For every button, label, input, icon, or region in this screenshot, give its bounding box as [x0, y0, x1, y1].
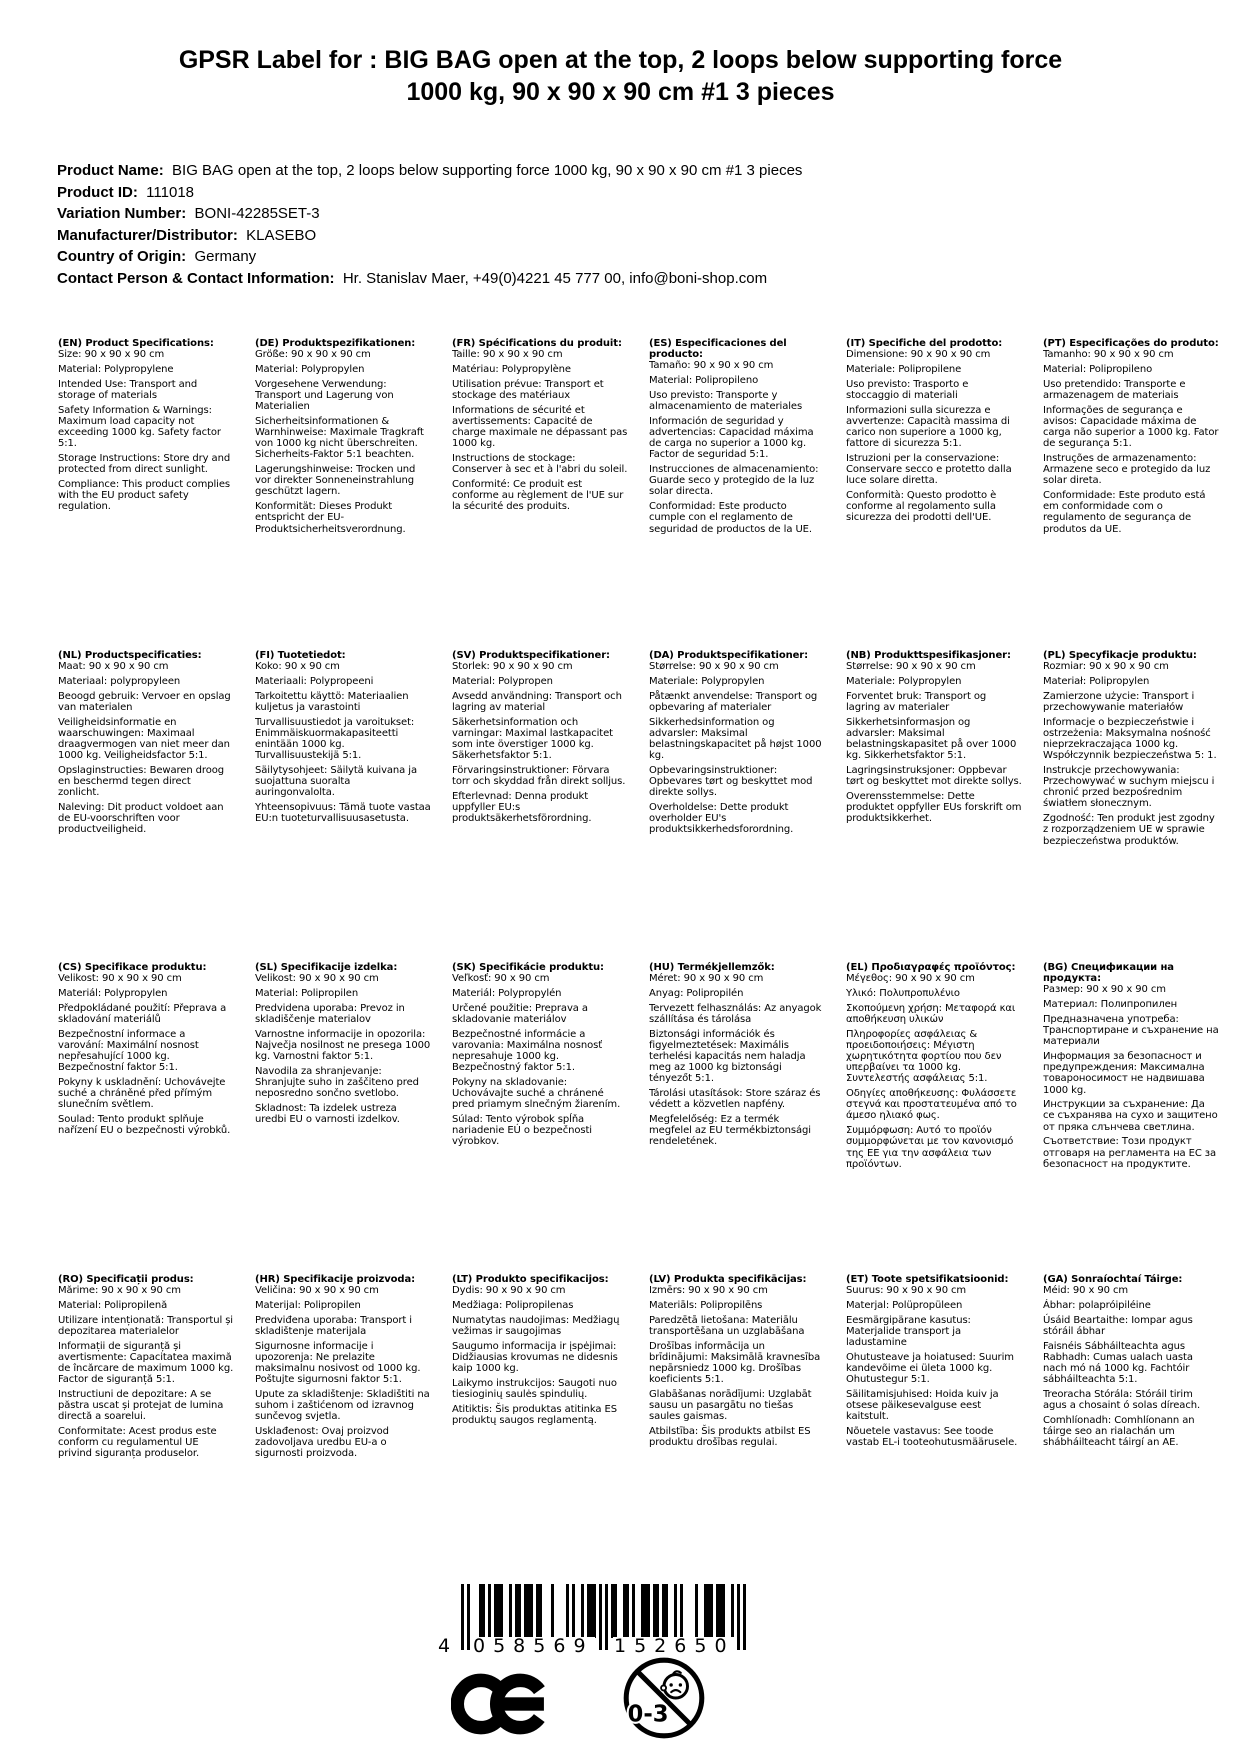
- language-block-paragraph: Informacje o bezpieczeństwie i ostrzeżenia: Maksymalna nośność nieprzekraczająca 1000 kg. Współczynnik bezpieczeństwa 5: 1.: [1043, 716, 1217, 762]
- age-warning-label: 0-3: [627, 1701, 669, 1728]
- language-block-paragraph: Izmērs: 90 x 90 x 90 cm: [649, 1285, 768, 1297]
- language-block-paragraph: Faisnéis Sábháilteachta agus Rabhadh: Cumas ualach uasta nach mó ná 1000 kg. Fachtóir sábháilteachta 5:1.: [1043, 1340, 1193, 1386]
- language-block-heading: (ET) Toote spetsifikatsioonid:: [846, 1274, 1009, 1285]
- language-block-paragraph: Opslaginstructies: Bewaren droog en beschermd tegen direct zonlicht.: [58, 764, 224, 799]
- language-block-heading: (DE) Produktspezifikationen:: [255, 338, 416, 349]
- product-info-row: [57, 268, 802, 290]
- language-block-paragraph: Dimensione: 90 x 90 x 90 cm: [846, 349, 991, 361]
- language-block-heading: (GA) Sonraíochtaí Táirge:: [1043, 1274, 1183, 1285]
- language-block-paragraph: Förvaringsinstruktioner: Förvara torr och skyddad från direkt solljus.: [452, 764, 626, 788]
- language-block-paragraph: Material: Polipropilen: [255, 987, 359, 999]
- product-info-label: Contact Person & Contact Information:: [57, 269, 335, 287]
- language-block-paragraph: Biztonsági információk és figyelmeztetések: Maximális terhelési kapacitás nem haladja meg az 1000 kg biztonsági tényezőt 5:1.: [649, 1028, 806, 1085]
- language-block-fi: [255, 650, 431, 962]
- language-block-paragraph: Dydis: 90 x 90 x 90 cm: [452, 1285, 566, 1297]
- language-block-paragraph: Materiaal: polypropyleen: [58, 675, 181, 687]
- language-block-paragraph: Medžiaga: Polipropilenas: [452, 1299, 574, 1311]
- language-block-heading: (LT) Produkto specifikacijos:: [452, 1274, 609, 1285]
- language-block-paragraph: Mărime: 90 x 90 x 90 cm: [58, 1285, 181, 1297]
- product-info-label: Country of Origin:: [57, 248, 187, 265]
- language-block-nl: [58, 650, 234, 962]
- language-block-paragraph: Opbevaringsinstruktioner: Opbevares tørt og beskyttet mod direkte sollys.: [649, 764, 813, 799]
- language-block-paragraph: Méid: 90 x 90 cm: [1043, 1285, 1128, 1297]
- language-block-et: [846, 1274, 1022, 1586]
- language-block-paragraph: Lagerungshinweise: Trocken und vor direkter Sonneneinstrahlung geschützt lagern.: [255, 464, 416, 498]
- language-block-paragraph: Conformitate: Acest produs este conform cu regulamentul UE privind siguranța produselor.: [58, 1425, 217, 1460]
- language-block-paragraph: Uso previsto: Transporte y almacenamiento de materiales: [649, 389, 803, 413]
- language-block-heading: (SK) Špecifikácie produktu:: [452, 962, 604, 973]
- language-block-paragraph: Úsáid Beartaithe: Iompar agus stóráil ábhar: [1043, 1314, 1193, 1337]
- language-block-paragraph: Súlad: Tento výrobok spĺňa nariadenie EÚ o bezpečnosti výrobkov.: [452, 1113, 592, 1148]
- product-info-label: Product Name:: [57, 162, 164, 179]
- language-block-paragraph: Paredzētā lietošana: Materiālu transportēšana un uzglabāšana: [649, 1314, 805, 1337]
- language-block-paragraph: Konformität: Dieses Produkt entspricht der EU-Produktsicherheitsverordnung.: [255, 501, 406, 535]
- language-block-paragraph: Safety Information & Warnings: Maximum load capacity not exceeding 1000 kg. Safety factor 5:1.: [58, 404, 221, 450]
- language-block-paragraph: Intended Use: Transport and storage of materials: [58, 378, 198, 401]
- language-block-paragraph: Materiale: Polypropylen: [649, 675, 765, 687]
- language-block-paragraph: Size: 90 x 90 x 90 cm: [58, 349, 165, 361]
- language-block-paragraph: Materiál: Polypropylen: [58, 987, 168, 999]
- language-block-paragraph: Comhlíonadh: Comhlíonann an táirge seo an rialachán um shábháilteacht táirgí an AE.: [1043, 1414, 1195, 1449]
- language-block-paragraph: Størrelse: 90 x 90 x 90 cm: [649, 661, 779, 673]
- language-block-paragraph: Material: Polypropylen: [255, 363, 365, 375]
- language-block-it: [846, 338, 1022, 650]
- language-block-paragraph: Pokyny k uskladnění: Uchovávejte suché a chráněné před přímým slunečním světlem.: [58, 1076, 226, 1111]
- language-block-hu: [649, 962, 825, 1274]
- language-block-paragraph: Instructiuni de depozitare: A se păstra uscat și protejat de lumina directă a soarelui.: [58, 1388, 224, 1423]
- product-info-value: 111018: [137, 183, 195, 201]
- language-block-paragraph: Numatytas naudojimas: Medžiagų vežimas ir saugojimas: [452, 1314, 620, 1337]
- ce-mark-icon: [451, 1666, 551, 1742]
- product-info-row: [57, 246, 802, 268]
- language-block-paragraph: Méret: 90 x 90 x 90 cm: [649, 973, 764, 985]
- language-block-bg: [1043, 962, 1219, 1274]
- language-block-paragraph: Material: Polipropilenă: [58, 1299, 168, 1311]
- language-block-paragraph: Conformidad: Este producto cumple con el reglamento de seguridad de productos de la UE.: [649, 501, 812, 535]
- language-block-heading: (NL) Productspecificaties:: [58, 650, 202, 661]
- language-block-lt: [452, 1274, 628, 1586]
- language-block-heading: (LV) Produkta specifikācijas:: [649, 1274, 807, 1285]
- page-title: [0, 44, 1241, 108]
- language-block-paragraph: Maat: 90 x 90 x 90 cm: [58, 661, 169, 673]
- language-block-heading: (EL) Προδιαγραφές προϊόντος:: [846, 962, 1016, 973]
- language-block-paragraph: Predvidena uporaba: Prevoz in skladiščenje materialov: [255, 1002, 405, 1025]
- language-block-heading: (DA) Produktspecifikationer:: [649, 650, 809, 661]
- language-block-paragraph: Matériau: Polypropylène: [452, 363, 571, 375]
- language-block-paragraph: Glabāšanas norādījumi: Uzglabāt sausu un pasargātu no tiešas saules gaismas.: [649, 1388, 812, 1423]
- language-block-paragraph: Σκοπούμενη χρήση: Μεταφορά και αποθήκευση υλικών: [846, 1002, 1016, 1025]
- language-block-paragraph: Sicherheitsinformationen & Warnhinweise: Maximale Tragkraft von 1000 kg nicht überschreiten. Sicherheits-Faktor 5:1 beachten.: [255, 415, 424, 461]
- language-block-heading: (BG) Спецификации на продукта:: [1043, 962, 1174, 985]
- language-block-paragraph: Instructions de stockage: Conserver à sec et à l'abri du soleil.: [452, 452, 628, 476]
- barcode-digit-leading: 4: [438, 1635, 451, 1657]
- language-block-paragraph: Conformità: Questo prodotto è conforme al regolamento sulla sicurezza dei prodotti dell'UE.: [846, 489, 997, 524]
- language-block-paragraph: Megfelelőség: Ez a termék megfelel az EU termékbiztonsági rendeletének.: [649, 1113, 811, 1148]
- language-block-paragraph: Beoogd gebruik: Vervoer en opslag van materialen: [58, 690, 231, 713]
- product-info-row: [57, 203, 802, 225]
- language-block-es: [649, 338, 825, 650]
- product-info-label: Product ID:: [57, 183, 138, 201]
- language-block-paragraph: Tervezett felhasználás: Az anyagok szállítása és tárolása: [649, 1002, 822, 1025]
- language-block-paragraph: Veľkosť: 90 x 90 cm: [452, 973, 550, 985]
- language-block-heading: (CS) Specifikace produktu:: [58, 962, 207, 973]
- language-block-heading: (IT) Specifiche del prodotto:: [846, 338, 1003, 349]
- language-block-paragraph: Uso previsto: Trasporto e stoccaggio di materiali: [846, 378, 969, 401]
- language-block-de: [255, 338, 431, 650]
- barcode: [437, 1584, 749, 1660]
- language-block-heading: (ES) Especificaciones del producto:: [649, 338, 787, 361]
- language-block-paragraph: Nõuetele vastavus: See toode vastab EL-i tooteohutusmäärusele.: [846, 1425, 1018, 1449]
- language-block-paragraph: Размер: 90 x 90 x 90 cm: [1043, 984, 1166, 996]
- language-block-paragraph: Información de seguridad y advertencias: Capacidad máxima de carga no superior a 1000 kg. Factor de seguridad 5:1.: [649, 415, 814, 461]
- language-block-heading: (RO) Specificații produs:: [58, 1274, 194, 1285]
- product-info-value: Hr. Stanislav Maer, +49(0)4221 45 777 00, info@boni-shop.com: [334, 269, 768, 287]
- language-block-sl: [255, 962, 431, 1274]
- language-block-paragraph: Tamanho: 90 x 90 x 90 cm: [1043, 349, 1174, 361]
- product-info-row: [57, 225, 802, 247]
- language-block-paragraph: Storlek: 90 x 90 x 90 cm: [452, 661, 573, 673]
- language-block-paragraph: Informazioni sulla sicurezza e avvertenze: Capacità massima di carico non superiore a 1000 kg, fattore di sicurezza 5:1.: [846, 404, 1010, 450]
- language-block-paragraph: Sigurnosne informacije i upozorenja: Ne prelazite maksimalnu nosivost od 1000 kg. Poštujte sigurnosni faktor 5:1.: [255, 1340, 421, 1386]
- language-block-paragraph: Materiāls: Polipropilēns: [649, 1299, 763, 1311]
- barcode-digit-group-right: 152650: [614, 1635, 735, 1657]
- language-block-heading: (PT) Especificações do produto:: [1043, 338, 1219, 349]
- language-block-paragraph: Soulad: Tento produkt splňuje nařízení EU o bezpečnosti výrobků.: [58, 1113, 231, 1137]
- language-block-en: [58, 338, 234, 650]
- language-block-paragraph: Material: Polypropylene: [58, 363, 174, 375]
- language-block-paragraph: Informations de sécurité et avertissements: Capacité de charge maximale ne dépassant pas 1000 kg.: [452, 404, 628, 450]
- language-block-paragraph: Lagringsinstruksjoner: Oppbevar tørt og beskyttet mot direkte sollys.: [846, 764, 1022, 788]
- language-block-heading: (HR) Specifikacije proizvoda:: [255, 1274, 416, 1285]
- language-block-paragraph: Πληροφορίες ασφάλειας & προειδοποιήσεις: Μέγιστη χωρητικότητα φορτίου που δεν υπερβαίνει τα 1000 kg. Συντελεστής ασφάλειας 5:1.: [846, 1028, 1002, 1085]
- language-block-paragraph: Materiale: Polypropylen: [846, 675, 962, 687]
- language-block-paragraph: Материал: Полипропилен: [1043, 999, 1178, 1011]
- language-block-paragraph: Naleving: Dit product voldoet aan de EU-voorschriften voor productveiligheid.: [58, 801, 224, 836]
- language-block-cs: [58, 962, 234, 1274]
- language-block-paragraph: Velikost: 90 x 90 x 90 cm: [58, 973, 182, 985]
- language-block-paragraph: Overholdelse: Dette produkt overholder EU's produktsikkerhedsforordning.: [649, 801, 794, 836]
- product-info-value: BONI-42285SET-3: [186, 205, 320, 222]
- product-info-value: Germany: [186, 248, 257, 265]
- barcode-digit-group-left: 058569: [473, 1635, 594, 1657]
- language-block-paragraph: Informații de siguranță și avertismente: Capacitatea maximă de încărcare de maximum 1000 kg. Factor de siguranță 5:1.: [58, 1340, 234, 1386]
- product-info-row: [57, 160, 802, 182]
- language-block-paragraph: Předpokládané použití: Přeprava a skladování materiálů: [58, 1002, 227, 1025]
- language-block-paragraph: Avsedd användning: Transport och lagring av material: [452, 690, 622, 713]
- language-block-paragraph: Инструкции за съхранение: Да се съхранява на сухо и защитено от пряка слънчева светлина.: [1043, 1099, 1218, 1133]
- language-block-paragraph: Turvallisuustiedot ja varoitukset: Enimmäiskuormakapasiteetti enintään 1000 kg. Turvallisuustekijä 5:1.: [255, 716, 415, 762]
- language-block-paragraph: Materijal: Polipropilen: [255, 1299, 361, 1311]
- language-block-heading: (SV) Produktspecifikationer:: [452, 650, 610, 661]
- language-block-paragraph: Skladnost: Ta izdelek ustreza uredbi EU o varnosti izdelkov.: [255, 1102, 400, 1125]
- language-block-paragraph: Treoracha Stórála: Stóráil tirim agus a chosaint ó solas díreach.: [1043, 1388, 1201, 1412]
- language-block-paragraph: Suurus: 90 x 90 x 90 cm: [846, 1285, 967, 1297]
- language-block-paragraph: Μέγεθος: 90 x 90 x 90 cm: [846, 973, 975, 985]
- language-block-ro: [58, 1274, 234, 1586]
- language-block-hr: [255, 1274, 431, 1586]
- language-block-paragraph: Taille: 90 x 90 x 90 cm: [452, 349, 563, 361]
- language-block-paragraph: Anyag: Polipropilén: [649, 987, 744, 999]
- language-block-lv: [649, 1274, 825, 1586]
- language-block-paragraph: Informações de segurança e avisos: Capacidade máxima de carga não superior a 1000 kg. Fator de segurança 5:1.: [1043, 404, 1219, 450]
- language-block-paragraph: Bezpečnostní informace a varování: Maximální nosnost nepřesahující 1000 kg. Bezpečnostní faktor 5:1.: [58, 1028, 199, 1074]
- language-block-paragraph: Predviđena uporaba: Transport i skladištenje materijala: [255, 1314, 412, 1337]
- language-block-paragraph: Størrelse: 90 x 90 x 90 cm: [846, 661, 976, 673]
- product-info-row: [57, 182, 802, 204]
- language-block-heading: (SL) Specifikacije izdelka:: [255, 962, 398, 973]
- language-block-paragraph: Zgodność: Ten produkt jest zgodny z rozporządzeniem UE w sprawie bezpieczeństwa produktów.: [1043, 813, 1215, 847]
- language-block-paragraph: Ábhar: polapróipiléine: [1043, 1299, 1151, 1311]
- language-block-paragraph: Material: Polypropen: [452, 675, 553, 687]
- language-block-sk: [452, 962, 628, 1274]
- language-block-da: [649, 650, 825, 962]
- language-block-paragraph: Material: Polipropileno: [1043, 363, 1153, 375]
- language-block-paragraph: Οδηγίες αποθήκευσης: Φυλάσσετε στεγνά και προστατευμένα από το άμεσο ηλιακό φως.: [846, 1088, 1017, 1122]
- language-block-el: [846, 962, 1022, 1274]
- baby-face-icon: [661, 1671, 687, 1698]
- language-block-paragraph: Usklađenost: Ovaj proizvod zadovoljava uredbu EU-a o sigurnosti proizvoda.: [255, 1425, 389, 1460]
- language-block-paragraph: Určené použitie: Preprava a skladovanie materiálov: [452, 1002, 588, 1025]
- language-block-paragraph: Säkerhetsinformation och varningar: Maximal lastkapacitet som inte överstiger 1000 kg. Säkerhetsfaktor 5:1.: [452, 716, 613, 762]
- product-info-value: BIG BAG open at the top, 2 loops below supporting force 1000 kg, 90 x 90 x 90 cm #1 3 pieces: [163, 162, 803, 179]
- language-block-fr: [452, 338, 628, 650]
- language-block-paragraph: Varnostne informacije in opozorila: Največja nosilnost ne presega 1000 kg. Varnostni faktor 5:1.: [255, 1028, 431, 1062]
- language-block-paragraph: Instruções de armazenamento: Armazene seco e protegido da luz solar direta.: [1043, 452, 1211, 487]
- language-block-paragraph: Overensstemmelse: Dette produktet oppfyller EUs forskrift om produktsikkerhet.: [846, 790, 1022, 825]
- language-block-paragraph: Bezpečnostné informácie a varovania: Maximálna nosnosť nepresahuje 1000 kg. Bezpečnostný faktor 5:1.: [452, 1028, 603, 1074]
- language-block-paragraph: Eesmärgipärane kasutus: Materjalide transport ja ladustamine: [846, 1314, 971, 1349]
- language-block-paragraph: Utilisation prévue: Transport et stockage des matériaux: [452, 378, 604, 401]
- product-info: [57, 160, 802, 289]
- language-block-paragraph: Laikymo instrukcijos: Saugoti nuo tiesioginių saulės spindulių.: [452, 1377, 617, 1400]
- language-block-paragraph: Säilytysohjeet: Säilytä kuivana ja suojattuna suoralta auringonvalolta.: [255, 764, 417, 799]
- language-block-paragraph: Koko: 90 x 90 cm: [255, 661, 340, 673]
- language-block-paragraph: Påtænkt anvendelse: Transport og opbevaring af materialer: [649, 690, 818, 713]
- language-block-paragraph: Zamierzone użycie: Transport i przechowywanie materiałów: [1043, 690, 1195, 713]
- language-block-paragraph: Instrucciones de almacenamiento: Guarde seco y protegido de la luz solar directa.: [649, 464, 819, 498]
- language-block-paragraph: Предназначена употреба: Транспортиране и съхранение на материали: [1043, 1013, 1219, 1048]
- language-block-heading: (EN) Product Specifications:: [58, 338, 214, 349]
- product-info-value: KLASEBO: [237, 226, 317, 244]
- language-block-paragraph: Ohutusteave ja hoiatused: Suurim kandevõime ei ületa 1000 kg. Ohutustegur 5:1.: [846, 1351, 1014, 1386]
- language-block-paragraph: Conformité: Ce produit est conforme au règlement de l'UE sur la sécurité des produits.: [452, 478, 624, 513]
- language-block-paragraph: Material: Polipropileno: [649, 375, 759, 387]
- language-block-paragraph: Sikkerhetsinformasjon og advarsler: Maksimal belastningskapasitet på over 1000 kg. Sikkerhetsfaktor 5:1.: [846, 716, 1017, 762]
- language-block-heading: (FR) Spécifications du produit:: [452, 338, 622, 349]
- language-block-paragraph: Upute za skladištenje: Skladištiti na suhom i zaštićenom od izravnog sunčevog svjetla.: [255, 1388, 430, 1423]
- language-block-heading: (FI) Tuotetiedot:: [255, 650, 346, 661]
- language-block-heading: (NB) Produkttspesifikasjoner:: [846, 650, 1011, 661]
- language-block-paragraph: Utilizare intenționată: Transportul și depozitarea materialelor: [58, 1314, 233, 1337]
- language-block-paragraph: Conformidade: Este produto está em conformidade com o regulamento de segurança de produtos da UE.: [1043, 489, 1206, 535]
- language-block-paragraph: Atbilstība: Šis produkts atbilst ES produktu drošības regulai.: [649, 1425, 811, 1449]
- language-block-paragraph: Συμμόρφωση: Αυτό το προϊόν συμμορφώνεται με τον κανονισμό της ΕΕ για την ασφάλεια των προϊόντων.: [846, 1125, 1014, 1170]
- language-block-paragraph: Storage Instructions: Store dry and protected from direct sunlight.: [58, 452, 231, 476]
- language-block-sv: [452, 650, 628, 962]
- language-block-paragraph: Materiale: Polipropilene: [846, 363, 962, 375]
- language-block-paragraph: Navodila za shranjevanje: Shranjujte suho in zaščiteno pred neposredno sončno svetlobo.: [255, 1065, 419, 1100]
- age-warning-0-3-icon: [622, 1656, 706, 1740]
- language-block-paragraph: Materiaali: Polypropeeni: [255, 675, 374, 687]
- language-block-pl: [1043, 650, 1219, 962]
- page-title-text: GPSR Label for : BIG BAG open at the top, 2 loops below supporting force 1000 kg, 90 x 90 x 90 cm #1 3 pieces: [178, 46, 1063, 106]
- language-block-paragraph: Tarkoitettu käyttö: Materiaalien kuljetus ja varastointi: [255, 690, 409, 713]
- language-block-pt: [1043, 338, 1219, 650]
- language-block-paragraph: Instrukcje przechowywania: Przechowywać w suchym miejscu i chronić przed bezpośrednim światłem słonecznym.: [1043, 764, 1215, 810]
- language-block-heading: (PL) Specyfikacje produktu:: [1043, 650, 1197, 661]
- language-block-heading: (HU) Termékjellemzők:: [649, 962, 775, 973]
- language-block-paragraph: Forventet bruk: Transport og lagring av materialer: [846, 690, 987, 713]
- language-block-paragraph: Efterlevnad: Denna produkt uppfyller EU:s produktsäkerhetsförordning.: [452, 790, 592, 825]
- language-block-paragraph: Pokyny na skladovanie: Uchovávajte suché a chránené pred priamym slnečným žiarením.: [452, 1076, 621, 1111]
- language-block-paragraph: Compliance: This product complies with the EU product safety regulation.: [58, 478, 230, 513]
- language-block-paragraph: Veličina: 90 x 90 x 90 cm: [255, 1285, 379, 1297]
- language-block-paragraph: Yhteensopivuus: Tämä tuote vastaa EU:n tuoteturvallisuusasetusta.: [255, 801, 431, 825]
- language-block-paragraph: Materjal: Polüpropüleen: [846, 1299, 963, 1311]
- language-block-paragraph: Tárolási utasítások: Store száraz és védett a közvetlen napfény.: [649, 1088, 821, 1111]
- language-block-paragraph: Größe: 90 x 90 x 90 cm: [255, 349, 371, 361]
- language-block-paragraph: Materiał: Polipropylen: [1043, 675, 1150, 687]
- language-grid: [58, 338, 1219, 1586]
- language-block-paragraph: Uso pretendido: Transporte e armazenagem de materiais: [1043, 378, 1186, 401]
- language-block-paragraph: Veiligheidsinformatie en waarschuwingen: Maximaal draagvermogen van niet meer dan 1000 kg. Veiligheidsfactor 5:1.: [58, 716, 230, 762]
- language-block-paragraph: Съответствие: Този продукт отговаря на регламента на ЕС за безопасност на продуктите.: [1043, 1136, 1217, 1170]
- product-info-label: Manufacturer/Distributor:: [57, 226, 238, 244]
- language-block-paragraph: Materiál: Polypropylén: [452, 987, 562, 999]
- language-block-paragraph: Sikkerhedsinformation og advarsler: Maksimal belastningskapacitet på højst 1000 kg.: [649, 716, 822, 762]
- product-info-label: Variation Number:: [57, 205, 187, 222]
- language-block-paragraph: Tamaño: 90 x 90 x 90 cm: [649, 360, 774, 372]
- language-block-paragraph: Velikost: 90 x 90 x 90 cm: [255, 973, 379, 985]
- language-block-ga: [1043, 1274, 1219, 1586]
- language-block-nb: [846, 650, 1022, 962]
- language-block-paragraph: Υλικό: Πολυπροπυλένιο: [846, 987, 960, 999]
- language-block-paragraph: Säilitamisjuhised: Hoida kuiv ja otsese päikesevalguse eest kaitstult.: [846, 1388, 999, 1423]
- language-block-paragraph: Atitiktis: Šis produktas atitinka ES produktų saugos reglamentą.: [452, 1403, 617, 1426]
- language-block-paragraph: Vorgesehene Verwendung: Transport und Lagerung von Materialien: [255, 378, 394, 413]
- language-block-paragraph: Rozmiar: 90 x 90 x 90 cm: [1043, 661, 1169, 673]
- language-block-paragraph: Istruzioni per la conservazione: Conservare secco e protetto dalla luce solare diretta.: [846, 452, 1012, 487]
- language-block-paragraph: Saugumo informacija ir įspėjimai: Didžiausias krovumas ne didesnis kaip 1000 kg.: [452, 1340, 618, 1374]
- language-block-paragraph: Информация за безопасност и предупреждения: Максимална товароносимост не надвишава 1000 kg.: [1043, 1050, 1205, 1096]
- language-block-paragraph: Drošības informācija un brīdinājumi: Maksimālā kravnesība nepārsniedz 1000 kg. Drošības koeficients 5:1.: [649, 1340, 821, 1386]
